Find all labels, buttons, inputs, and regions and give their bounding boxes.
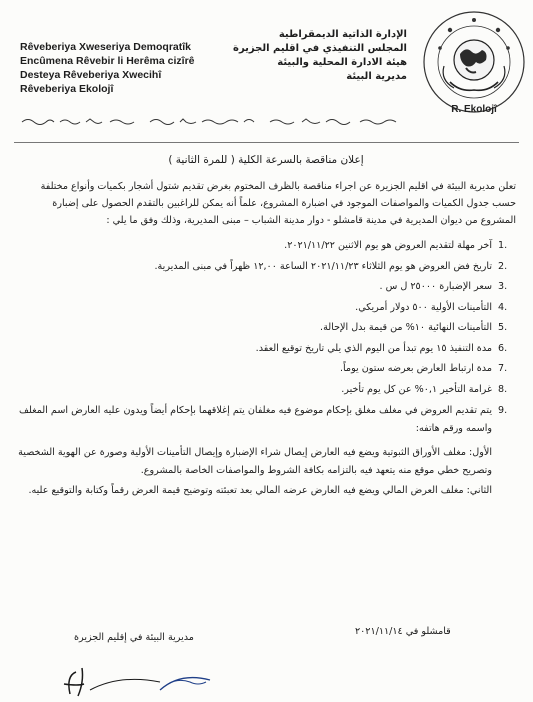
list-item [16, 279, 516, 294]
list-item [16, 382, 516, 397]
item-text: سعر الإضبارة ٢٥٠٠٠ ل س . [379, 281, 492, 292]
item-number: 6. [498, 342, 508, 354]
list-item [16, 320, 516, 335]
list-item [16, 402, 516, 438]
multilingual-header-strip [20, 114, 415, 128]
announcement-title: إعلان مناقصة بالسرعة الكلية ( للمرة الثانية ) [168, 154, 364, 166]
list-item [16, 341, 516, 356]
list-item [16, 361, 516, 376]
envelope-second: الثاني: مغلف العرض المالي ويضع فيه العارض عرضه المالي بعد تعبئته وتوضيح قيمة العرض رقماً وكتابة والتوقيع عليه. [28, 484, 492, 496]
arabic-header-line: مديرية البيئة [346, 71, 407, 82]
kurdish-header-line: Rêveberiya Ekolojî [20, 83, 114, 95]
kurdish-header-line: Rêveberiya Xweseriya Demoqratîk [20, 41, 192, 53]
item-text: التأمينات الأولية ٥٠٠ دولار أمريكي. [355, 301, 492, 313]
arabic-header-line: المجلس التنفيذي في اقليم الجزيرة [233, 43, 407, 54]
signature-and-stamp [30, 660, 230, 702]
arabic-header [235, 28, 407, 84]
kurdish-header-line: Encûmena Rêvebir li Herêma cizîrê [20, 55, 195, 67]
kurdish-header [20, 40, 210, 96]
arabic-header-line: هيئة الادارة المحلية والبيئة [277, 57, 407, 68]
kurdish-header-line: Desteya Rêveberiya Xwecihî [20, 69, 162, 81]
item-text: مدة التنفيذ ١٥ يوم تبدأ من اليوم الذي يلي تاريخ توقيع العقد. [255, 342, 492, 354]
item-text: يتم تقديم العروض في مغلف مغلق بإحكام موضوع فيه مغلفان يتم إغلاقهما بإحكام أيضاً ويدون عليه العارض اسم المغلف واسمه ورقم هاتفه: [19, 405, 492, 434]
issue-date: قامشلو في ٢٠٢١/١١/١٤ [355, 626, 451, 637]
item-text: آخر مهلة لتقديم العروض هو يوم الاثنين ٢٠٢١/١١/٢٢. [284, 240, 492, 251]
item-number: 2. [498, 260, 508, 272]
list-item [16, 259, 516, 274]
item-number: 9. [498, 405, 508, 416]
envelope-first: الأول: مغلف الأوراق الثبوتية ويضع فيه العارض إيصال شراء الإضبارة وإيصال التأمينات الأولية وصورة عن الهوية الشخصية وتصريح خطي موقع منه يتعهد فيه بالتزامه بكافة الشروط والمواصفات الخاصة بالمشروع. [18, 446, 492, 476]
item-text: غرامة التأخير ٠,١% عن كل يوم تأخير. [341, 383, 492, 395]
signatory: مديرية البيئة في إقليم الجزيرة [74, 632, 194, 643]
ecology-logo [420, 8, 528, 120]
item-number: 3. [498, 281, 508, 292]
item-number: 4. [498, 301, 508, 313]
item-text: التأمينات النهائية ١٠% من قيمة بدل الإحالة. [320, 322, 492, 333]
list-item [16, 238, 516, 253]
announcement-body [16, 150, 516, 500]
item-number: 5. [498, 322, 508, 333]
list-item [16, 300, 516, 315]
logo-caption: R. Ekolojî [451, 104, 497, 115]
header-divider [14, 142, 519, 143]
arabic-header-line: الإدارة الذاتية الديمقراطية [278, 29, 407, 40]
announcement-intro: تعلن مديرية البيئة في اقليم الجزيرة عن اجراء مناقصة بالظرف المختوم بغرض تقديم شتول أشجار بكميات وأنواع مختلفة حسب جدول الكميات والمواصفات الموجود في اضبارة المشروع، علماً أنه يمكن للراغبين بالتقدم الحصول على إضبارة المشروع من ديوان المديرية في مدينة قامشلو - دوار مدينة الشباب – مبنى المديرية، وذلك وفق ما يلي : [40, 181, 516, 226]
item-number: 8. [498, 383, 508, 395]
item-number: 7. [498, 363, 508, 374]
item-text: مدة ارتباط العارض بعرضه ستون يوماً. [339, 363, 492, 374]
item-number: 1. [498, 240, 508, 251]
conditions-list [16, 238, 516, 438]
item-text: تاريخ فض العروض هو يوم الثلاثاء ٢٠٢١/١١/٢٣ الساعة ١٢,٠٠ ظهراً في مبنى المديرية. [154, 260, 492, 272]
